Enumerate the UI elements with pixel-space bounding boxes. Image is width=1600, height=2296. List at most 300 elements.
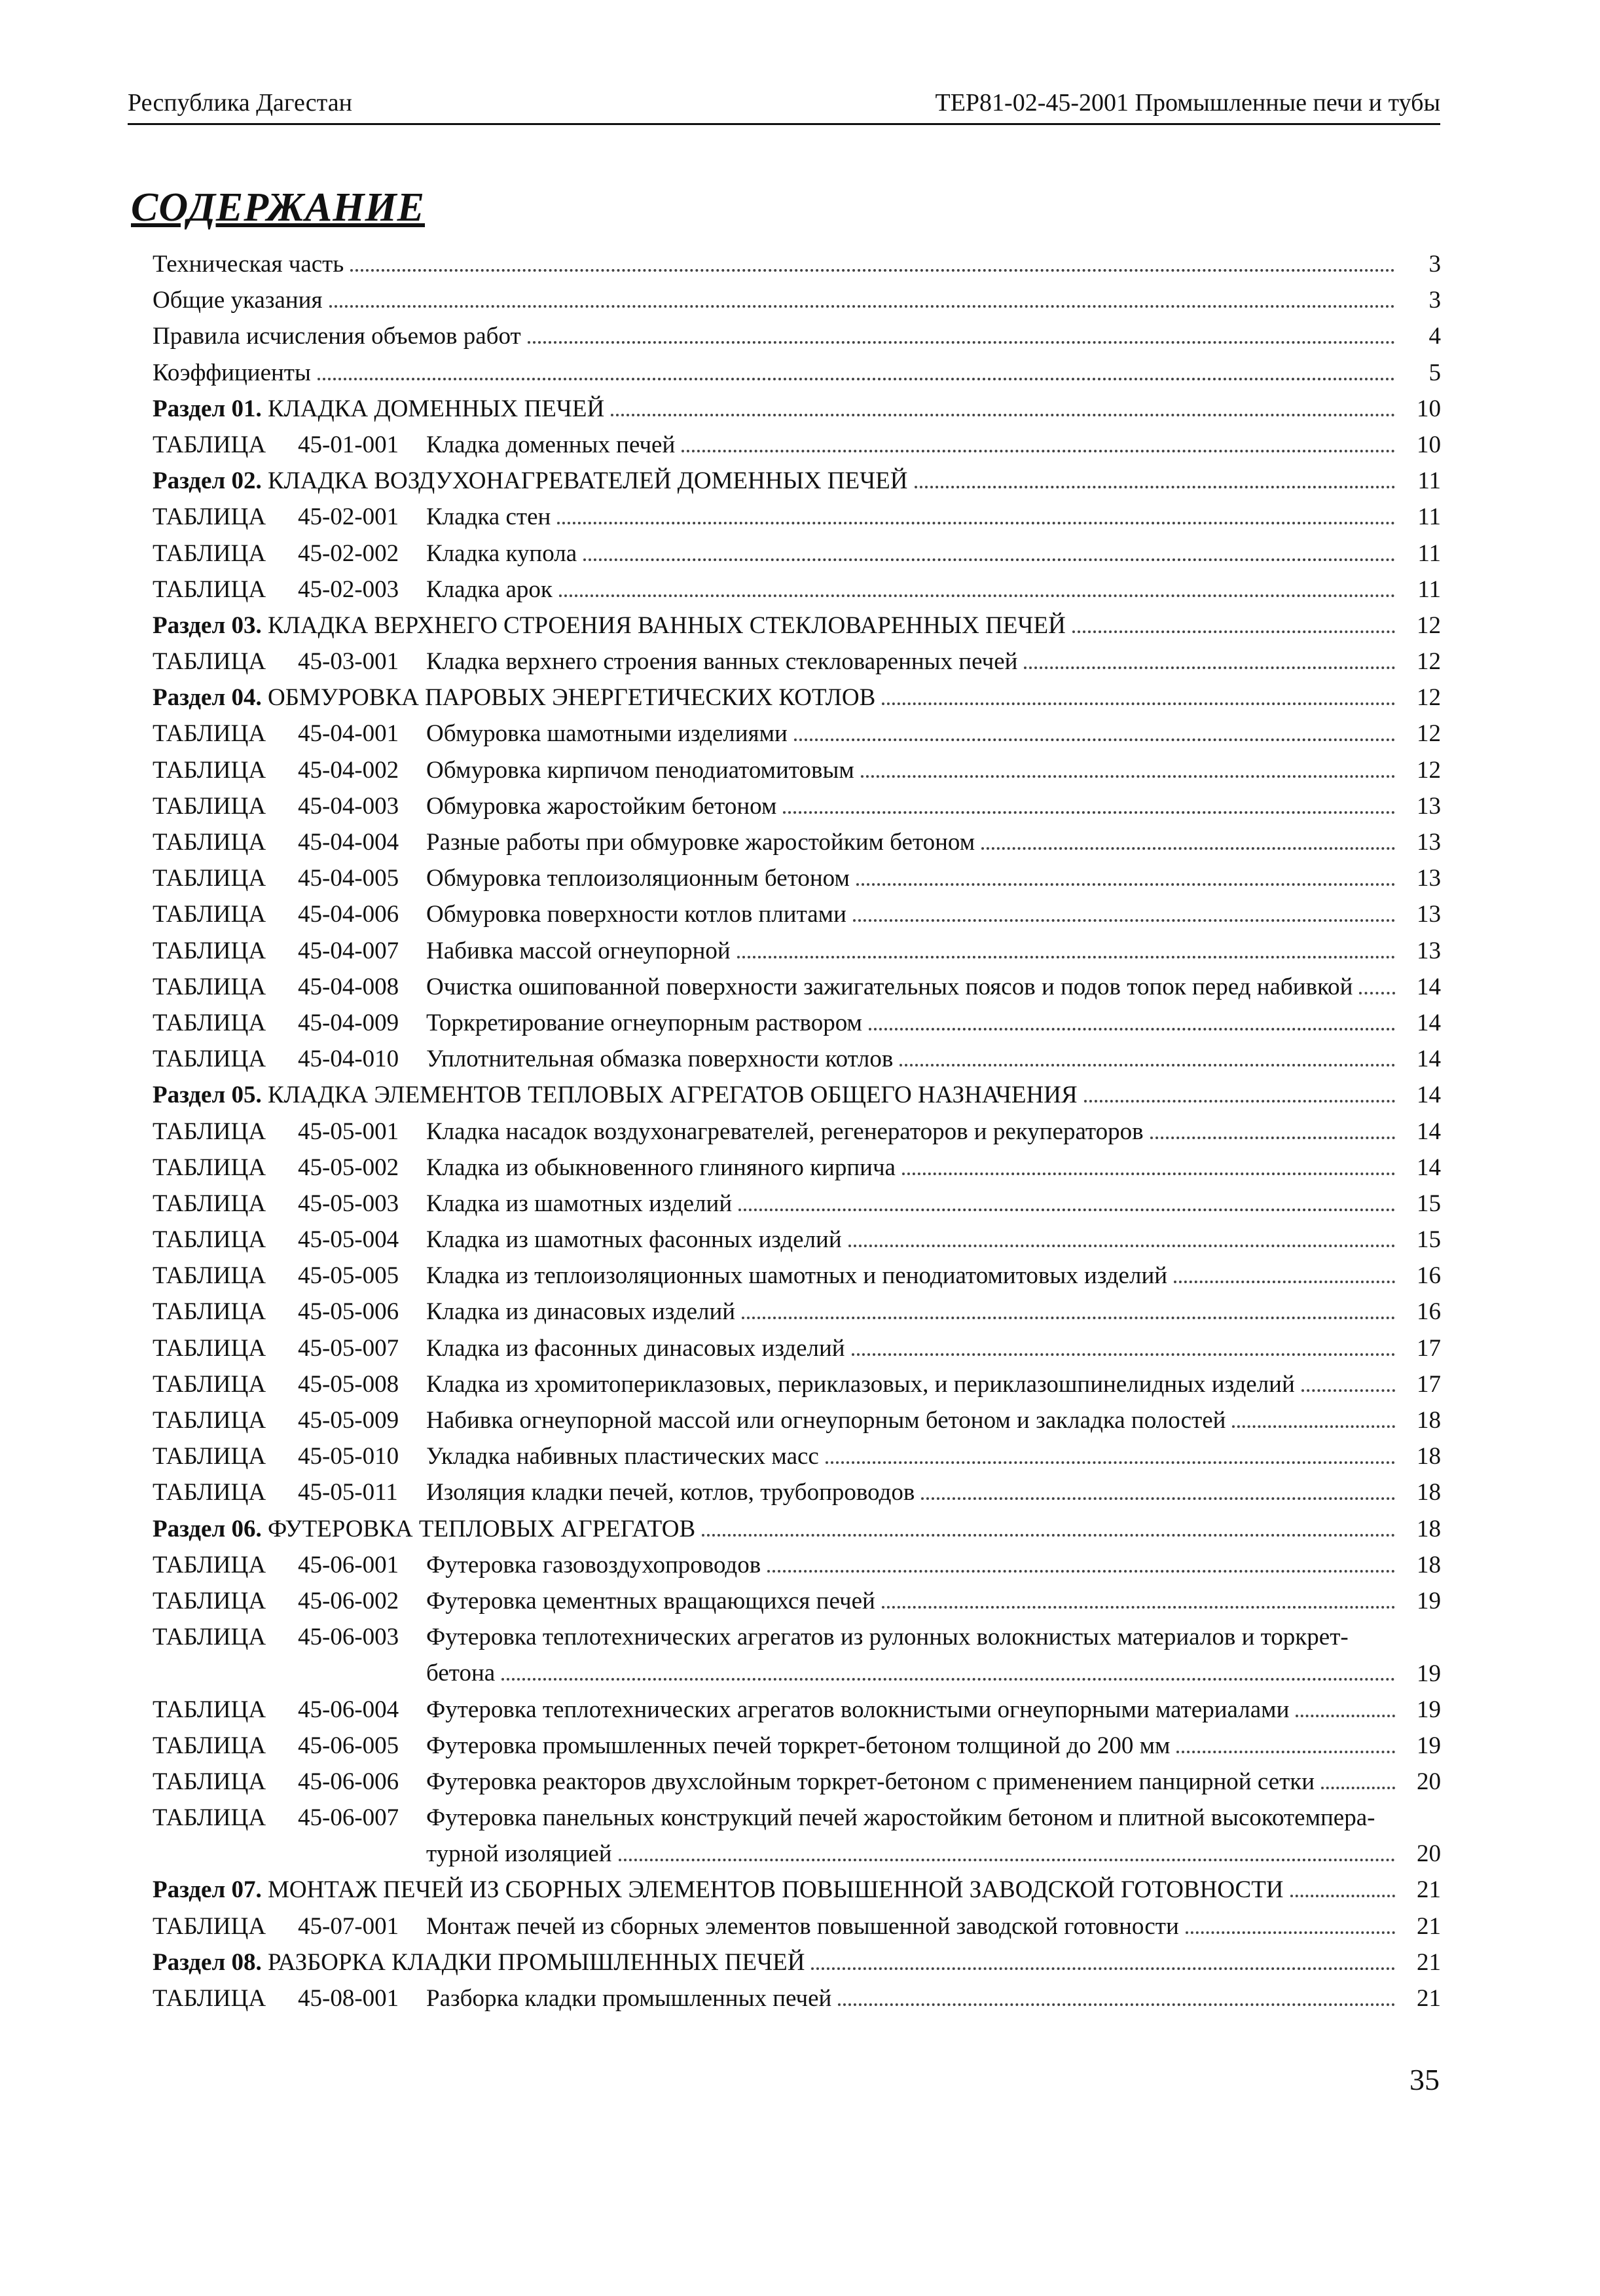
table-title-line-2: бетона: [426, 1660, 496, 1687]
toc-entry: [426, 1980, 1402, 2016]
table-keyword: ТАБЛИЦА: [153, 720, 266, 748]
toc-entry-row: [153, 536, 1441, 572]
toc-section-heading: [153, 391, 604, 427]
toc-entry: [426, 1547, 1402, 1583]
toc-section: [153, 1511, 1402, 1547]
table-code: 45-05-007: [298, 1334, 399, 1362]
table-keyword: ТАБЛИЦА: [153, 1804, 266, 1832]
table-code: 45-05-010: [298, 1443, 399, 1470]
toc-section: [153, 1872, 1402, 1908]
toc-page-number: 11: [1417, 575, 1441, 603]
table-keyword: ТАБЛИЦА: [153, 973, 266, 1000]
toc-page-number: 13: [1417, 829, 1441, 856]
table-code: 45-05-001: [298, 1118, 399, 1145]
table-keyword: ТАБЛИЦА: [153, 829, 266, 856]
toc-entry-row: [153, 1222, 1441, 1258]
toc-page-number: 12: [1417, 684, 1441, 712]
toc-entry: [153, 246, 1402, 282]
toc-entry: [426, 536, 1402, 572]
toc-entry-title: Техническая часть: [153, 251, 344, 278]
toc-page-number: 21: [1417, 1985, 1441, 2013]
toc-section-heading: [153, 1872, 1284, 1908]
toc-page-number: 15: [1417, 1190, 1441, 1217]
table-title: Обмуровка жаростойким бетоном: [426, 792, 777, 820]
toc-entry-row: [153, 1800, 1441, 1872]
table-keyword: ТАБЛИЦА: [153, 1732, 266, 1759]
toc-section-row: [153, 680, 1441, 716]
toc-entry: [426, 1186, 1402, 1222]
toc-section-row: [153, 608, 1441, 644]
toc-entry: [426, 716, 1402, 752]
table-code: 45-06-005: [298, 1732, 399, 1759]
toc-entry: [426, 427, 1402, 463]
toc-entry-row: [153, 1402, 1441, 1438]
table-keyword: ТАБЛИЦА: [153, 1624, 266, 1651]
toc-entry: [426, 1294, 1402, 1330]
section-title: КЛАДКА ДОМЕННЫХ ПЕЧЕЙ: [267, 395, 605, 422]
table-keyword: ТАБЛИЦА: [153, 1262, 266, 1290]
table-code: 45-02-001: [298, 503, 399, 531]
toc-section: [153, 1944, 1402, 1980]
toc-entry-title: Коэффициенты: [153, 359, 311, 386]
table-code: 45-04-003: [298, 792, 399, 820]
toc-section-row: [153, 1077, 1441, 1113]
toc-section-heading: [153, 463, 908, 499]
toc-section-heading: [153, 1944, 805, 1980]
table-code: 45-04-007: [298, 937, 399, 964]
dot-leader: [619, 1859, 1395, 1861]
toc-entry-row: [153, 644, 1441, 680]
dot-leader: [501, 1678, 1395, 1681]
toc-entry: [426, 1114, 1402, 1150]
table-keyword: ТАБЛИЦА: [153, 648, 266, 676]
toc-entry-row: [153, 427, 1441, 463]
section-number: Раздел 05.: [153, 1082, 262, 1109]
toc-entry-row: [153, 1294, 1441, 1330]
header-document-code: ТЕР81-02-45-2001 Промышленные печи и тубы: [935, 89, 1440, 117]
toc-page-number: 19: [1417, 1587, 1441, 1614]
toc-page-number: 19: [1417, 1696, 1441, 1723]
table-title: Обмуровка теплоизоляционным бетоном: [426, 865, 850, 892]
table-title: Разборка кладки промышленных печей: [426, 1985, 832, 2013]
table-title: Кладка из шамотных изделий: [426, 1190, 733, 1217]
table-code: 45-05-009: [298, 1407, 399, 1434]
section-title: МОНТАЖ ПЕЧЕЙ ИЗ СБОРНЫХ ЭЛЕМЕНТОВ ПОВЫШЕННОЙ ЗАВОДСКОЙ ГОТОВНОСТИ: [267, 1876, 1284, 1904]
table-code: 45-05-011: [298, 1479, 398, 1506]
toc-entry: [426, 1041, 1402, 1077]
table-code: 45-04-002: [298, 756, 399, 784]
table-title: Очистка ошипованной поверхности зажигательных поясов и подов топок перед набивкой: [426, 973, 1353, 1000]
table-code: 45-06-007: [298, 1804, 399, 1832]
section-number: Раздел 06.: [153, 1515, 262, 1542]
toc-entry: [426, 1150, 1402, 1186]
toc-entry-row: [153, 860, 1441, 896]
table-keyword: ТАБЛИЦА: [153, 792, 266, 820]
toc-entry-row: [153, 1547, 1441, 1583]
toc-page-number: 12: [1417, 611, 1441, 639]
toc-section: [153, 391, 1402, 427]
table-title: Монтаж печей из сборных элементов повышенной заводской готовности: [426, 1912, 1179, 1940]
toc-page-number: 18: [1417, 1443, 1441, 1470]
toc-entry: [426, 1764, 1402, 1800]
table-keyword: ТАБЛИЦА: [153, 503, 266, 531]
dot-leader: [742, 1317, 1395, 1319]
toc-entry: [426, 1800, 1402, 1872]
toc-entry-row: [153, 788, 1441, 824]
toc-entry: [426, 933, 1402, 969]
toc-page-number: 14: [1417, 1154, 1441, 1181]
section-title: ФУТЕРОВКА ТЕПЛОВЫХ АГРЕГАТОВ: [267, 1515, 696, 1542]
toc-page-number: 11: [1417, 467, 1441, 495]
table-title: Кладка арок: [426, 575, 553, 603]
table-title: Футеровка цементных вращающихся печей: [426, 1587, 875, 1614]
toc-entry-row: [153, 246, 1441, 282]
toc-entry: [426, 969, 1402, 1005]
table-keyword: ТАБЛИЦА: [153, 1009, 266, 1036]
toc-entry: [426, 1619, 1402, 1691]
toc-page-number: 14: [1417, 1118, 1441, 1145]
table-code: 45-06-001: [298, 1551, 399, 1578]
table-title-line-2-wrap: [426, 1655, 1402, 1691]
table-code: 45-04-005: [298, 865, 399, 892]
table-title: Кладка из фасонных динасовых изделий: [426, 1334, 845, 1362]
toc-page-number: 14: [1417, 1009, 1441, 1036]
toc-page-number: 21: [1417, 1912, 1441, 1940]
dot-leader: [611, 414, 1395, 416]
toc-entry-row: [153, 1583, 1441, 1619]
table-keyword: ТАБЛИЦА: [153, 1370, 266, 1398]
section-title: КЛАДКА ВЕРХНЕГО СТРОЕНИЯ ВАННЫХ СТЕКЛОВАРЕННЫХ ПЕЧЕЙ: [267, 611, 1066, 639]
page-title: СОДЕРЖАНИЕ: [131, 185, 426, 230]
toc-entry: [426, 1583, 1402, 1619]
dot-leader: [1072, 630, 1395, 633]
toc-page-number: 16: [1417, 1298, 1441, 1326]
table-title-line-2: турной изоляцией: [426, 1840, 612, 1868]
toc-section-heading: [153, 680, 875, 716]
toc-page-number: 11: [1417, 503, 1441, 531]
table-title: Торкретирование огнеупорным раствором: [426, 1009, 862, 1036]
table-title: Обмуровка шамотными изделиями: [426, 720, 788, 748]
table-title: Набивка огнеупорной массой или огнеупорным бетоном и закладка полостей: [426, 1407, 1226, 1434]
table-code: 45-05-002: [298, 1154, 399, 1181]
toc-entry: [426, 788, 1402, 824]
dot-leader: [1174, 1281, 1395, 1283]
table-title: Кладка стен: [426, 503, 551, 531]
toc-entry-row: [153, 1764, 1441, 1800]
table-title: Кладка насадок воздухонагревателей, регенераторов и рекуператоров: [426, 1118, 1144, 1145]
dot-leader: [882, 702, 1395, 705]
toc-page-number: 19: [1417, 1660, 1441, 1687]
table-code: 45-04-001: [298, 720, 399, 748]
dot-leader: [882, 1606, 1395, 1609]
table-title-line-2-wrap: [426, 1836, 1402, 1872]
toc-entry-row: [153, 1258, 1441, 1294]
toc-section: [153, 463, 1402, 499]
table-code: 45-01-001: [298, 431, 399, 458]
table-title: Футеровка газовоздухопроводов: [426, 1551, 761, 1578]
toc-entry: [426, 752, 1402, 788]
header-region: Республика Дагестан: [128, 89, 352, 117]
toc-section: [153, 1077, 1402, 1113]
toc-page-number: 14: [1417, 1046, 1441, 1073]
dot-leader: [528, 341, 1395, 344]
table-keyword: ТАБЛИЦА: [153, 865, 266, 892]
table-code: 45-06-006: [298, 1768, 399, 1795]
table-code: 45-07-001: [298, 1912, 399, 1940]
table-title: Кладка из обыкновенного глиняного кирпича: [426, 1154, 896, 1181]
toc-entry-row: [153, 1330, 1441, 1366]
toc-page-number: 18: [1417, 1479, 1441, 1506]
dot-leader: [329, 305, 1395, 308]
toc-entry-row: [153, 933, 1441, 969]
toc-entry-row: [153, 1366, 1441, 1402]
toc-page-number: 14: [1417, 973, 1441, 1000]
dot-leader: [1176, 1751, 1395, 1753]
dot-leader: [915, 486, 1396, 488]
toc-entry: [426, 1438, 1402, 1474]
toc-entry: [426, 1366, 1402, 1402]
toc-page-number: 4: [1428, 323, 1441, 350]
toc-entry: [426, 1728, 1402, 1764]
toc-page-number: 20: [1417, 1768, 1441, 1795]
table-code: 45-05-004: [298, 1226, 399, 1254]
table-code: 45-02-003: [298, 575, 399, 603]
toc-entry-row: [153, 1692, 1441, 1728]
dot-leader: [921, 1497, 1395, 1500]
dot-leader: [559, 594, 1395, 597]
dot-leader: [838, 2003, 1395, 2006]
toc-entry-title: Правила исчисления объемов работ: [153, 323, 521, 350]
toc-page-number: 10: [1417, 395, 1441, 422]
dot-leader: [869, 1028, 1395, 1030]
dot-leader: [794, 738, 1395, 741]
table-code: 45-04-008: [298, 973, 399, 1000]
table-code: 45-05-005: [298, 1262, 399, 1290]
toc-section-row: [153, 1872, 1441, 1908]
table-keyword: ТАБЛИЦА: [153, 1334, 266, 1362]
table-code: 45-04-009: [298, 1009, 399, 1036]
page-header: [128, 86, 1440, 125]
table-title-line-1: Футеровка теплотехнических агрегатов из рулонных волокнистых материалов и торкрет-: [426, 1624, 1349, 1651]
toc-page-number: 19: [1417, 1732, 1441, 1759]
toc-entry-row: [153, 1005, 1441, 1041]
toc-entry-row: [153, 1474, 1441, 1510]
toc-entry-row: [153, 1114, 1441, 1150]
dot-leader: [682, 450, 1395, 452]
dot-leader: [1150, 1137, 1395, 1139]
section-title: КЛАДКА ЭЛЕМЕНТОВ ТЕПЛОВЫХ АГРЕГАТОВ ОБЩЕГО НАЗНАЧЕНИЯ: [267, 1082, 1078, 1109]
toc-page-number: 14: [1417, 1082, 1441, 1109]
table-title: Футеровка реакторов двухслойным торкрет-бетоном с применением панцирной сетки: [426, 1768, 1315, 1795]
table-of-contents: [153, 246, 1441, 2016]
table-title: Набивка массой огнеупорной: [426, 937, 731, 964]
table-keyword: ТАБЛИЦА: [153, 1768, 266, 1795]
toc-page-number: 13: [1417, 865, 1441, 892]
toc-page-number: 17: [1417, 1334, 1441, 1362]
toc-page-number: 3: [1428, 287, 1441, 314]
dot-leader: [981, 847, 1395, 850]
toc-entry-row: [153, 1186, 1441, 1222]
toc-page-number: 21: [1417, 1876, 1441, 1904]
toc-entry-title: Общие указания: [153, 287, 323, 314]
toc-page-number: 13: [1417, 937, 1441, 964]
toc-entry-row: [153, 752, 1441, 788]
toc-entry: [153, 318, 1402, 354]
dot-leader: [811, 1967, 1395, 1970]
toc-entry: [426, 1258, 1402, 1294]
table-keyword: ТАБЛИЦА: [153, 1551, 266, 1578]
table-keyword: ТАБЛИЦА: [153, 937, 266, 964]
table-keyword: ТАБЛИЦА: [153, 1118, 266, 1145]
table-title: Уплотнительная обмазка поверхности котлов: [426, 1046, 894, 1073]
toc-entry: [426, 824, 1402, 860]
dot-leader: [853, 919, 1395, 922]
table-code: 45-05-003: [298, 1190, 399, 1217]
dot-leader: [1359, 992, 1395, 994]
table-keyword: ТАБЛИЦА: [153, 756, 266, 784]
section-title: КЛАДКА ВОЗДУХОНАГРЕВАТЕЛЕЙ ДОМЕННЫХ ПЕЧЕЙ: [267, 467, 908, 495]
table-title: Изоляция кладки печей, котлов, трубопроводов: [426, 1479, 915, 1506]
table-keyword: ТАБЛИЦА: [153, 1407, 266, 1434]
table-keyword: ТАБЛИЦА: [153, 575, 266, 603]
table-title: Кладка верхнего строения ванных стекловаренных печей: [426, 648, 1018, 676]
toc-entry-row: [153, 355, 1441, 391]
section-number: Раздел 07.: [153, 1876, 262, 1904]
table-title: Кладка из динасовых изделий: [426, 1298, 736, 1326]
toc-page-number: 15: [1417, 1226, 1441, 1254]
dot-leader: [767, 1570, 1395, 1573]
toc-page-number: 17: [1417, 1370, 1441, 1398]
toc-page-number: 5: [1428, 359, 1441, 386]
table-code: 45-04-006: [298, 901, 399, 928]
table-title: Кладка из хромитопериклазовых, периклазовых, и периклазошпинелидных изделий: [426, 1370, 1295, 1398]
dot-leader: [902, 1173, 1395, 1175]
toc-entry-row: [153, 716, 1441, 752]
table-code: 45-04-010: [298, 1046, 399, 1073]
table-code: 45-03-001: [298, 648, 399, 676]
table-title: Кладка из теплоизоляционных шамотных и пенодиатомитовых изделий: [426, 1262, 1168, 1290]
section-number: Раздел 04.: [153, 684, 262, 712]
dot-leader: [852, 1353, 1395, 1356]
toc-page-number: 20: [1417, 1840, 1441, 1868]
toc-entry: [426, 1222, 1402, 1258]
toc-page-number: 10: [1417, 431, 1441, 458]
table-title: Кладка доменных печей: [426, 431, 676, 458]
toc-page-number: 21: [1417, 1948, 1441, 1976]
table-title: Укладка набивных пластических масс: [426, 1443, 819, 1470]
dot-leader: [783, 811, 1395, 814]
toc-entry: [426, 896, 1402, 932]
table-keyword: ТАБЛИЦА: [153, 901, 266, 928]
table-code: 45-06-004: [298, 1696, 399, 1723]
table-title-line-1: Футеровка панельных конструкций печей жаростойким бетоном и плитной высокотемпера-: [426, 1804, 1375, 1832]
table-keyword: ТАБЛИЦА: [153, 539, 266, 567]
table-code: 45-05-006: [298, 1298, 399, 1326]
toc-entry-row: [153, 1728, 1441, 1764]
toc-entry: [426, 1692, 1402, 1728]
toc-section-row: [153, 1511, 1441, 1547]
table-code: 45-04-004: [298, 829, 399, 856]
table-keyword: ТАБЛИЦА: [153, 1298, 266, 1326]
dot-leader: [861, 775, 1395, 778]
table-keyword: ТАБЛИЦА: [153, 1696, 266, 1723]
toc-section-heading: [153, 1077, 1078, 1113]
table-code: 45-06-003: [298, 1624, 399, 1651]
toc-entry-row: [153, 499, 1441, 535]
toc-entry: [426, 1330, 1402, 1366]
toc-page-number: 18: [1417, 1515, 1441, 1542]
table-title: Кладка купола: [426, 539, 577, 567]
dot-leader: [318, 378, 1395, 380]
toc-entry: [426, 644, 1402, 680]
toc-page-number: 11: [1417, 539, 1441, 567]
toc-entry-row: [153, 1908, 1441, 1944]
toc-entry-row: [153, 1041, 1441, 1077]
table-title: Футеровка теплотехнических агрегатов волокнистыми огнеупорными материалами: [426, 1696, 1290, 1723]
toc-section-heading: [153, 1511, 695, 1547]
table-keyword: ТАБЛИЦА: [153, 1587, 266, 1614]
table-code: 45-08-001: [298, 1985, 399, 2013]
section-number: Раздел 01.: [153, 395, 262, 422]
toc-page-number: 16: [1417, 1262, 1441, 1290]
toc-entry: [153, 282, 1402, 318]
toc-entry-row: [153, 969, 1441, 1005]
page-number: 35: [1409, 2063, 1440, 2096]
toc-page-number: 12: [1417, 756, 1441, 784]
toc-entry-row: [153, 896, 1441, 932]
toc-entry-row: [153, 1150, 1441, 1186]
table-code: 45-02-002: [298, 539, 399, 567]
toc-entry-row: [153, 824, 1441, 860]
dot-leader: [900, 1064, 1395, 1066]
toc-page-number: 13: [1417, 792, 1441, 820]
table-keyword: ТАБЛИЦА: [153, 1190, 266, 1217]
table-keyword: ТАБЛИЦА: [153, 1912, 266, 1940]
table-keyword: ТАБЛИЦА: [153, 1226, 266, 1254]
table-keyword: ТАБЛИЦА: [153, 1443, 266, 1470]
section-number: Раздел 03.: [153, 611, 262, 639]
section-number: Раздел 08.: [153, 1948, 262, 1976]
toc-entry: [153, 355, 1402, 391]
toc-page-number: 12: [1417, 648, 1441, 676]
table-title: Кладка из шамотных фасонных изделий: [426, 1226, 842, 1254]
dot-leader: [1321, 1787, 1395, 1789]
section-number: Раздел 02.: [153, 467, 262, 495]
toc-entry: [426, 572, 1402, 608]
dot-leader: [1290, 1895, 1395, 1897]
table-keyword: ТАБЛИЦА: [153, 1154, 266, 1181]
toc-section: [153, 608, 1402, 644]
table-keyword: ТАБЛИЦА: [153, 431, 266, 458]
toc-section-row: [153, 1944, 1441, 1980]
dot-leader: [1301, 1389, 1395, 1392]
toc-entry-row: [153, 318, 1441, 354]
toc-section-heading: [153, 608, 1066, 644]
dot-leader: [1296, 1715, 1395, 1717]
toc-section: [153, 680, 1402, 716]
toc-page-number: 18: [1417, 1551, 1441, 1578]
toc-page-number: 18: [1417, 1407, 1441, 1434]
dot-leader: [1084, 1100, 1395, 1102]
toc-entry-row: [153, 282, 1441, 318]
table-keyword: ТАБЛИЦА: [153, 1046, 266, 1073]
dot-leader: [702, 1534, 1395, 1537]
section-title: ОБМУРОВКА ПАРОВЫХ ЭНЕРГЕТИЧЕСКИХ КОТЛОВ: [267, 684, 876, 712]
dot-leader: [826, 1461, 1395, 1464]
toc-entry-row: [153, 1980, 1441, 2016]
table-code: 45-06-002: [298, 1587, 399, 1614]
dot-leader: [1186, 1931, 1395, 1934]
